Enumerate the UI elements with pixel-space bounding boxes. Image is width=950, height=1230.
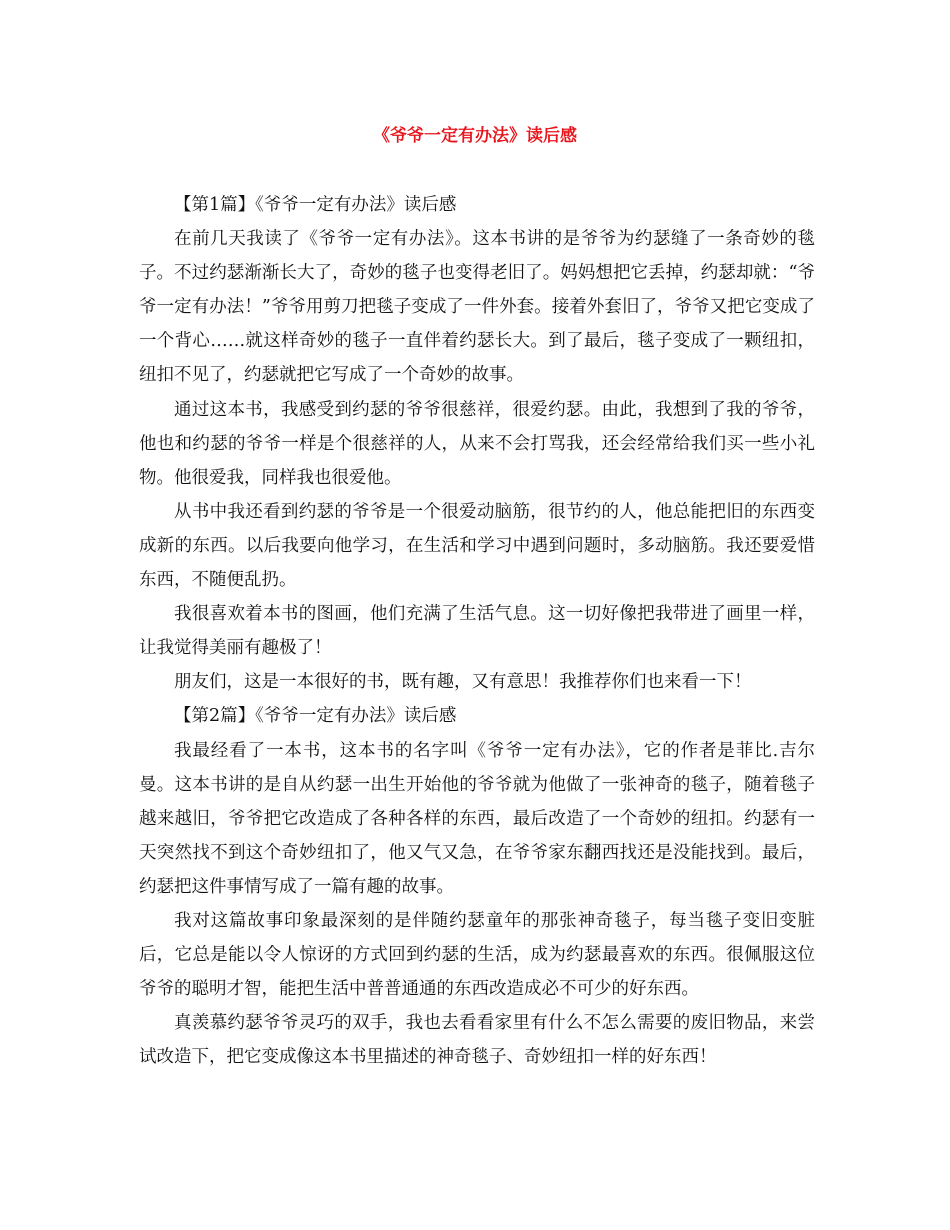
document-title: 《爷爷一定有办法》读后感 bbox=[373, 126, 577, 146]
section-1-heading: 【第1篇】《爷爷一定有办法》读后感 bbox=[174, 195, 457, 215]
section-1-paragraph-3: 从书中我还看到约瑟的爷爷是一个很爱动脑筋，很节约的人，他总能把旧的东西变成新的东西。以后我要向他学习，在生活和学习中遇到问题时，多动脑筋。我还要爱惜东西，不随便乱扔。 bbox=[139, 501, 815, 591]
section-2-heading: 【第2篇】《爷爷一定有办法》读后感 bbox=[174, 706, 457, 727]
section-1-paragraph-5: 朋友们，这是一本很好的书，既有趣，又有意思！我推荐你们也来看一下！ bbox=[174, 672, 752, 693]
section-1-paragraph-2: 通过这本书，我感受到约瑟的爷爷很慈祥，很爱约瑟。由此，我想到了我的爷爷，他也和约瑟的爷爷一样是个很慈祥的人，从来不会打骂我，还会经常给我们买一些小礼物。他很爱我，同样我也很爱他。 bbox=[139, 399, 815, 488]
section-1-paragraph-1: 在前几天我读了《爷爷一定有办法》。这本书讲的是爷爷为约瑟缝了一条奇妙的毯子。不过约瑟渐渐长大了，奇妙的毯子也变得老旧了。妈妈想把它丢掉，约瑟却就：“爷爷一定有办法！”爷爷用剪刀把毯子变成了一件外套。接着外套旧了，爷爷又把它变成了一个背心……就这样奇妙的毯子一直伴着约瑟长大。到了最后，毯子变成了一颗纽扣，纽扣不见了，约瑟就把它写成了一个奇妙的故事。 bbox=[139, 229, 815, 386]
section-1-paragraph-4: 我很喜欢着本书的图画，他们充满了生活气息。这一切好像把我带进了画里一样，让我觉得美丽有趣极了！ bbox=[139, 604, 815, 659]
section-2-paragraph-3: 真羡慕约瑟爷爷灵巧的双手，我也去看看家里有什么不怎么需要的废旧物品，来尝试改造下，把它变成像这本书里描述的神奇毯子、奇妙纽扣一样的好东西！ bbox=[139, 1013, 815, 1068]
section-2-paragraph-1: 我最经看了一本书，这本书的名字叫《爷爷一定有办法》，它的作者是菲比.吉尔曼。这本书讲的是自从约瑟一出生开始他的爷爷就为他做了一张神奇的毯子，随着毯子越来越旧，爷爷把它改造成了各种各样的东西，最后改造了一个奇妙的纽扣。约瑟有一天突然找不到这个奇妙纽扣了，他又气又急，在爷爷家东翻西找还是没能找到。最后，约瑟把这件事情写成了一篇有趣的故事。 bbox=[139, 740, 815, 897]
section-2-paragraph-2: 我对这篇故事印象最深刻的是伴随约瑟童年的那张神奇毯子，每当毯子变旧变脏后，它总是能以令人惊讶的方式回到约瑟的生活，成为约瑟最喜欢的东西。很佩服这位爷爷的聪明才智，能把生活中普普通通的东西改造成必不可少的好东西。 bbox=[139, 910, 815, 1000]
document-body bbox=[139, 188, 815, 1074]
